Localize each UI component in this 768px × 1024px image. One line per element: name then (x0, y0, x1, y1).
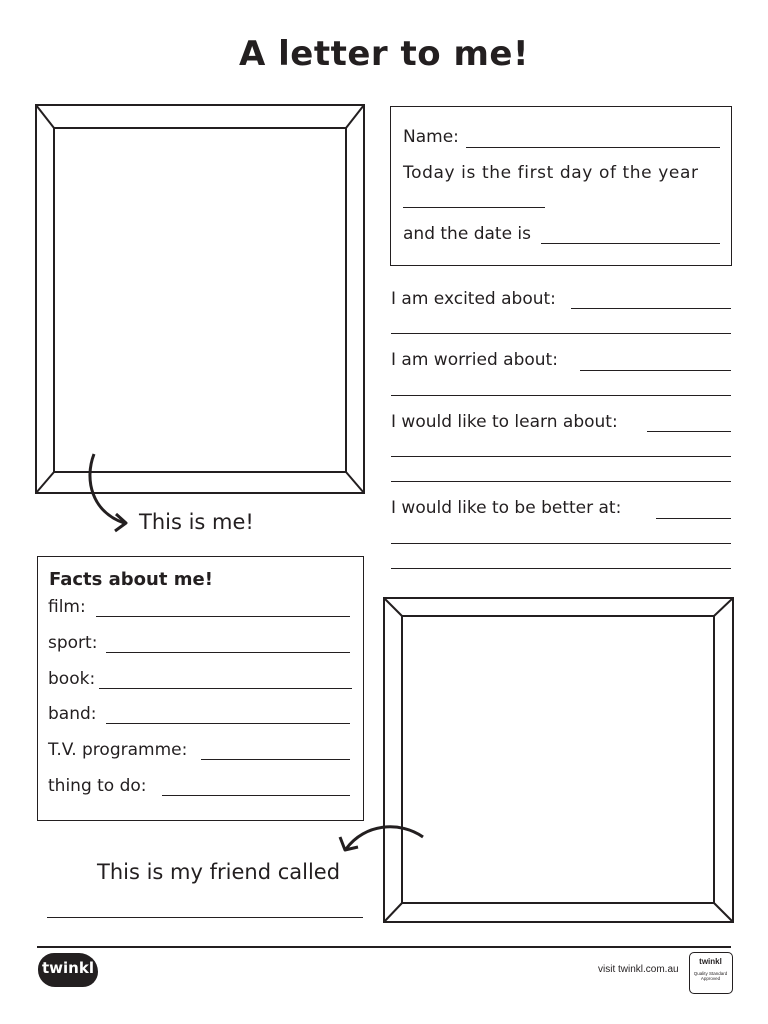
tv-field[interactable] (201, 759, 350, 760)
curved-arrow-icon (330, 815, 430, 865)
first-day-label: Today is the first day of the year (403, 163, 699, 183)
learn-field-line-3[interactable] (391, 481, 731, 482)
quality-badge (689, 952, 733, 994)
twinkl-logo (38, 953, 98, 987)
tv-label: T.V. programme: (48, 740, 188, 760)
worried-field[interactable] (580, 370, 731, 371)
visit-link[interactable]: visit twinkl.com.au (598, 964, 679, 975)
page-title: A letter to me! (239, 34, 529, 74)
sport-field[interactable] (106, 652, 350, 653)
band-field[interactable] (106, 723, 350, 724)
curved-arrow-icon (80, 450, 140, 535)
facts-heading: Facts about me! (49, 569, 213, 590)
friend-name-field[interactable] (47, 917, 363, 918)
learn-label: I would like to learn about: (391, 412, 618, 432)
name-field[interactable] (466, 147, 720, 148)
badge-subtitle: Quality Standard Approved (693, 971, 728, 981)
better-field-line-2[interactable] (391, 543, 731, 544)
learn-field-line-2[interactable] (391, 456, 731, 457)
better-field[interactable] (656, 518, 731, 519)
worried-label: I am worried about: (391, 350, 558, 370)
book-field[interactable] (99, 688, 352, 689)
name-label: Name: (403, 127, 459, 147)
info-box (390, 106, 732, 266)
this-is-me-caption: This is me! (139, 510, 254, 534)
better-field-line-3[interactable] (391, 568, 731, 569)
book-label: book: (48, 669, 96, 689)
thing-label: thing to do: (48, 776, 147, 796)
facts-box (37, 556, 364, 821)
band-label: band: (48, 704, 97, 724)
excited-field[interactable] (571, 308, 731, 309)
excited-label: I am excited about: (391, 289, 556, 309)
sport-label: sport: (48, 633, 98, 653)
thing-field[interactable] (162, 795, 350, 796)
logo-text: twinkl (42, 959, 94, 977)
date-field[interactable] (541, 243, 720, 244)
friend-caption: This is my friend called (97, 860, 341, 884)
my-picture-frame (35, 104, 366, 495)
better-label: I would like to be better at: (391, 498, 622, 518)
worried-field-line-2[interactable] (391, 395, 731, 396)
learn-field[interactable] (647, 431, 731, 432)
footer-divider (37, 946, 731, 948)
friend-picture-frame (383, 597, 735, 924)
year-field[interactable] (403, 207, 545, 208)
excited-field-line-2[interactable] (391, 333, 731, 334)
film-label: film: (48, 597, 86, 617)
date-label: and the date is (403, 224, 532, 244)
badge-title: twinkl (699, 957, 722, 966)
film-field[interactable] (96, 616, 350, 617)
